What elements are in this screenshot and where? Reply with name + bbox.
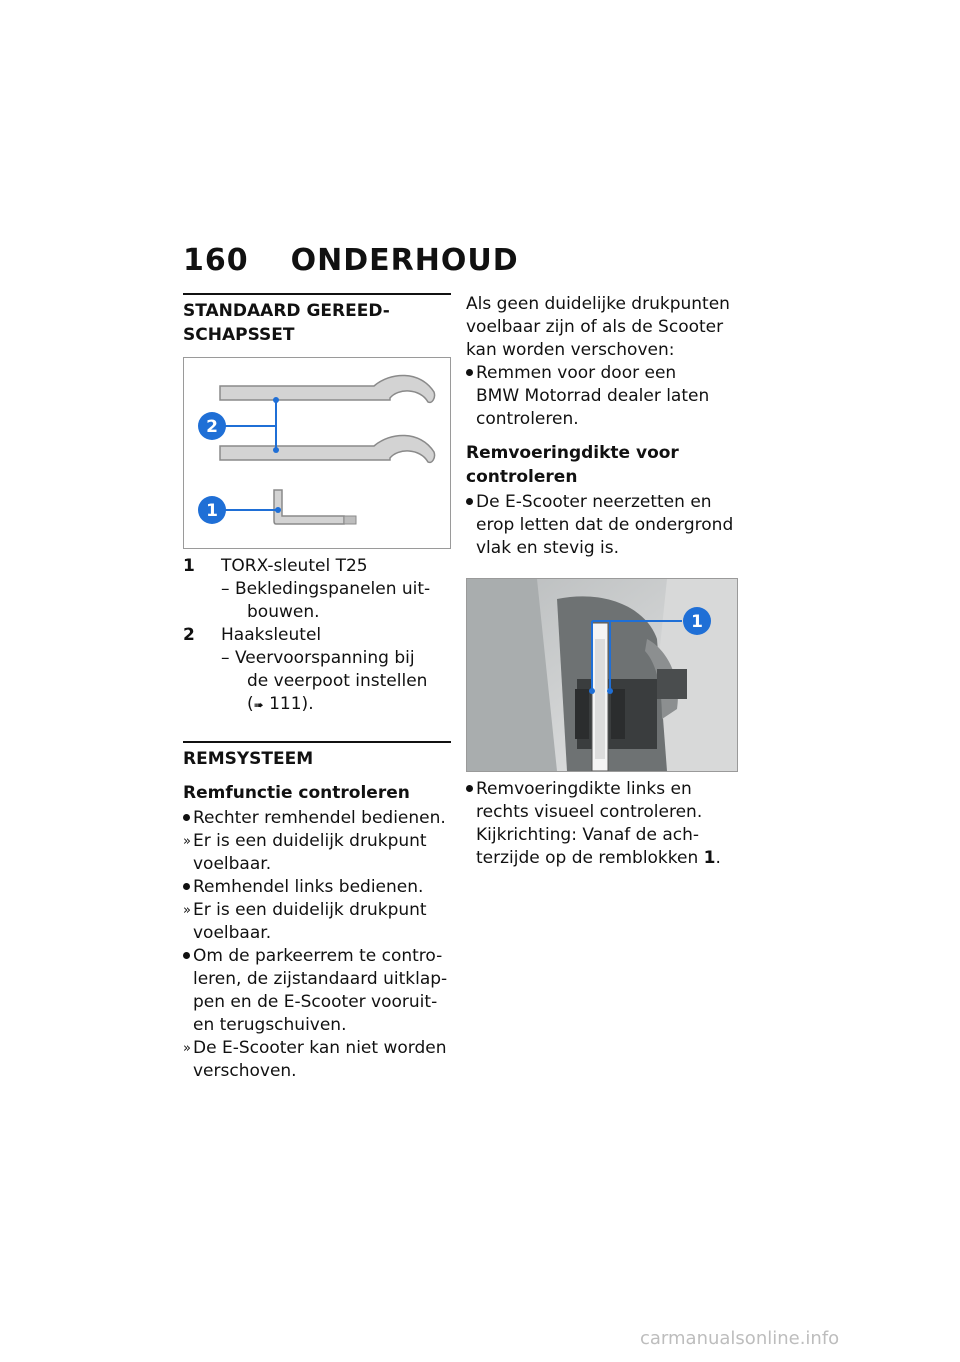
list-item: Om de parkeerrem te contro- leren, de zijstandaard uitklap- pen en de E-Scooter vooruit- en terugschuiven.	[183, 945, 451, 1037]
legend-item-1: 1 TORX-sleutel T25 – Bekledingspanelen uit- bouwen.	[183, 556, 431, 622]
hook-spanner-icon	[220, 435, 435, 462]
toolkit-figure	[183, 357, 451, 549]
bullet-icon	[183, 945, 193, 1037]
brake-photo-illustration	[467, 579, 737, 771]
result-arrow-icon: »	[183, 1041, 191, 1056]
toolkit-illustration	[184, 358, 450, 548]
hook-spanner-icon	[220, 375, 435, 402]
result-item: » Er is een duidelijk drukpunt voelbaar.	[183, 831, 427, 874]
brake-pad-photo	[466, 578, 738, 772]
brake-check-list	[183, 807, 451, 1083]
section-rule	[183, 293, 451, 295]
arrow-right-icon: ➠	[253, 698, 264, 712]
bullet-icon	[183, 876, 193, 899]
page-reference[interactable]: (➠ 111).	[247, 694, 314, 714]
callout-2-label: 2	[206, 417, 218, 437]
left-column	[183, 293, 451, 1083]
list-item: Rechter remhendel bedienen.	[183, 807, 451, 830]
chapter-title: ONDERHOUD	[290, 243, 519, 278]
callout-1-label: 1	[691, 612, 703, 632]
list-item: De E-Scooter neerzetten en erop letten dat de ondergrond vlak en stevig is.	[466, 491, 742, 560]
legend-item-2: 2 Haaksleutel – Veervoorspanning bij de veerpoot instellen (➠ 111).	[183, 624, 451, 717]
bullet-icon	[183, 807, 193, 830]
subtitle-brake-function: Remfunctie controleren	[183, 783, 410, 803]
result-arrow-icon: »	[183, 903, 191, 918]
result-item: » De E-Scooter kan niet worden verschoven.	[183, 1038, 447, 1081]
result-item: » Er is een duidelijk drukpunt voelbaar.	[183, 900, 427, 943]
intro-paragraph: Als geen duidelijke drukpunten voelbaar zijn of als de Scooter kan worden verschoven:	[466, 294, 730, 360]
list-item: Remvoeringdikte links en rechts visueel controleren. Kijkrichting: Vanaf de ach- terzijde op de remblokken 1.	[466, 778, 742, 870]
section-title-toolkit: STANDAARD GEREED- SCHAPSSET	[183, 301, 390, 345]
section-title-brakes: REMSYSTEEM	[183, 749, 314, 769]
list-item: Remmen voor door een BMW Motorrad dealer laten controleren.	[466, 362, 742, 431]
list-item: Remhendel links bedienen.	[183, 876, 451, 899]
section-rule	[183, 741, 451, 743]
result-arrow-icon: »	[183, 834, 191, 849]
callout-1-label: 1	[206, 501, 218, 521]
right-column	[466, 293, 742, 870]
subtitle-pad-thickness: Remvoeringdikte voor controleren	[466, 443, 679, 487]
torx-key-icon	[274, 490, 344, 524]
watermark: carmanualsonline.info	[640, 1328, 840, 1349]
page-number: 160	[183, 243, 249, 278]
page-header	[183, 243, 519, 278]
